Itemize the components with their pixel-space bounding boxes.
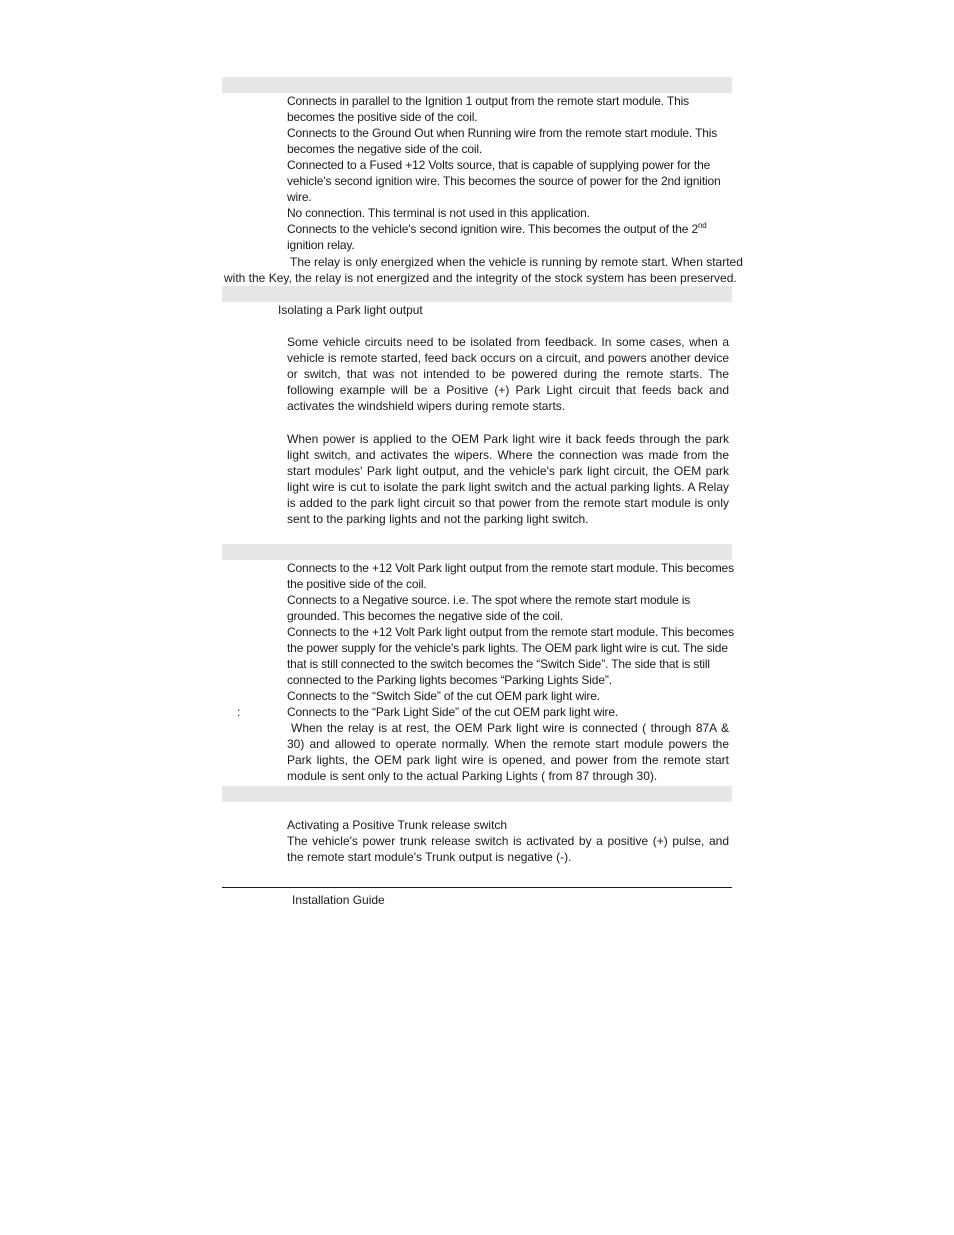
section-header-bar [222,544,732,560]
footer-rule [222,887,732,888]
text-line: the positive side of the coil. [287,577,427,591]
text-line: becomes the negative side of the coil. [287,142,483,156]
text-line: becomes the positive side of the coil. [287,110,478,124]
label-colon: : [237,705,241,719]
page [222,0,743,1235]
text-line: Connected to a Fused +12 Volts source, that is capable of supplying power for the [287,158,711,172]
paragraph: The vehicle's power trunk release switch is activated by a positive (+) pulse, and the remote start module's Trunk output is negative (-). [287,834,729,864]
text-line: wire. [287,190,312,204]
paragraph: When power is applied to the OEM Park light wire it back feeds through the park light switch, and activates the wipers. Where the connection was made from the start modules' Park light output, and the vehicle's park light circuit, the OEM park light wire is cut to isolate the park light switch and the actual parking lights. A Relay is added to the park light circuit so that power from the remote start module is only sent to the parking lights and not the parking light switch. [287,432,729,526]
text-line: Connects to the Ground Out when Running wire from the remote start module. This [287,126,718,140]
text-line: Connects to the +12 Volt Park light output from the remote start module. This becomes [287,625,734,639]
text-line: Connects to the +12 Volt Park light output from the remote start module. This becomes [287,561,734,575]
text-line: connected to the Parking lights becomes “Parking Lights Side”. [287,673,612,687]
text-line: grounded. This becomes the negative side of the coil. [287,609,564,623]
text-line: the power supply for the vehicle's park lights. The OEM park light wire is cut. The side [287,641,728,655]
text-line: Connects to the vehicle's second ignition wire. This becomes the output of the 2 [287,222,698,236]
footer-label: Installation Guide [292,893,385,907]
note-line: The relay is only energized when the vehicle is running by remote start. When started [290,255,743,269]
note-line: with the Key, the relay is not energized and the integrity of the stock system has been preserved. [224,271,737,285]
text-line: Connects to the “Park Light Side” of the cut OEM park light wire. [287,705,619,719]
text-line: Connects to a Negative source. i.e. The spot where the remote start module is [287,593,691,607]
section-header-bar [222,77,732,93]
text-line: No connection. This terminal is not used in this application. [287,206,590,220]
section-header-bar [222,786,732,802]
text-line: Connects in parallel to the Ignition 1 output from the remote start module. This [287,94,690,108]
section-header-bar [222,286,732,302]
note-paragraph: When the relay is at rest, the OEM Park light wire is connected ( through 87A & 30) and allowed to operate normally. When the remote start module powers the Park lights, the OEM park light wire is opened, and power from the remote start module is sent only to the actual Parking Lights ( from 87 through 30). [287,721,729,783]
paragraph: Some vehicle circuits need to be isolated from feedback. In some cases, when a vehicle is remote started, feed back occurs on a circuit, and powers another device or switch, that was not intended to be powered during the remote starts. The following example will be a Positive (+) Park Light circuit that feeds back and activates the windshield wipers during remote starts. [287,335,729,413]
section-heading: Activating a Positive Trunk release switch [287,818,508,832]
text-line: Connects to the “Switch Side” of the cut OEM park light wire. [287,689,600,703]
text-line: that is still connected to the switch becomes the “Switch Side”. The side that is still [287,657,710,671]
section-heading: Isolating a Park light output [278,303,423,317]
superscript: nd [697,221,707,230]
text-line: ignition relay. [287,238,355,252]
text-line: vehicle's second ignition wire. This becomes the source of power for the 2nd ignition [287,174,721,188]
text-line-with-superscript [287,221,732,237]
